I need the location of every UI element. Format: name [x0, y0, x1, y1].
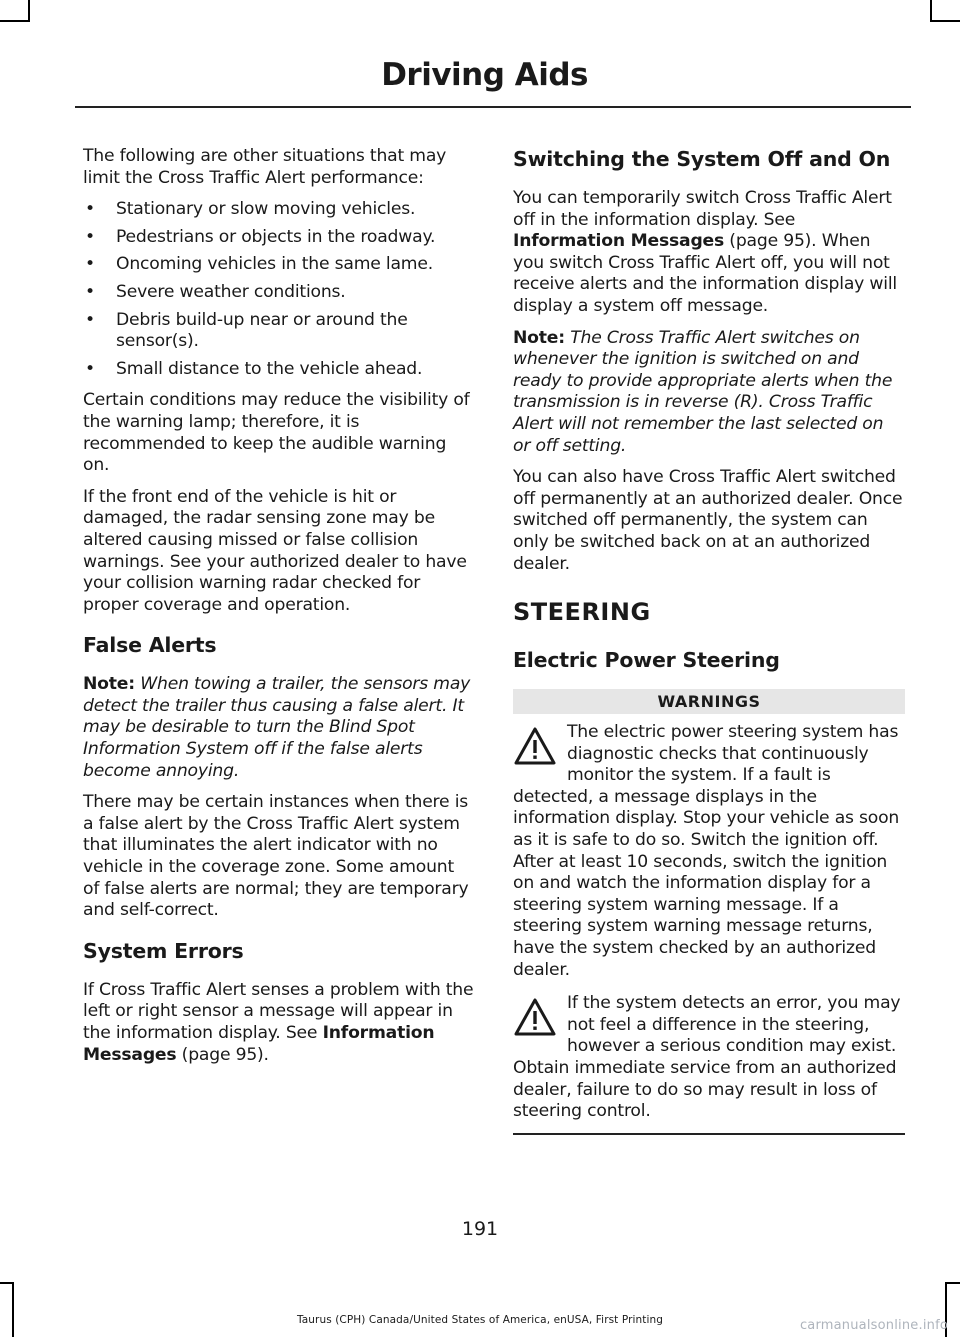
warning-item [513, 993, 905, 1123]
crop-mark [930, 20, 960, 22]
left-column [83, 146, 475, 1076]
limitations-list [83, 199, 475, 380]
crop-mark [12, 1282, 14, 1337]
crop-mark [945, 1282, 960, 1284]
list-item: • Oncoming vehicles in the same lame. [83, 254, 475, 276]
list-item: • Severe weather conditions. [83, 282, 475, 304]
list-item: • Stationary or slow moving vehicles. [83, 199, 475, 221]
crop-mark [28, 0, 30, 22]
front-end-paragraph: If the front end of the vehicle is hit or damaged, the radar sensing zone may be altered causing missed or false collision warnings. See your authorized dealer to have your collision warning radar checked for proper coverage and operation. [83, 486, 467, 615]
edition-footer: Taurus (CPH) Canada/United States of America, enUSA, First Printing [296, 1314, 664, 1326]
switching-heading: Switching the System Off and On [513, 147, 891, 171]
steering-heading: STEERING [513, 598, 651, 627]
page-reference: (page 95). [176, 1044, 269, 1065]
false-alerts-paragraph: There may be certain instances when there is a false alert by the Cross Traffic Alert system that illuminates the alert indicator with no vehicle in the coverage zone. Some amount of false alerts are normal; they are temporary and self-correct. [83, 792, 469, 921]
system-errors-text: If Cross Traffic Alert senses a problem with the left or right sensor a message will appear in the information display. See [83, 979, 474, 1043]
false-alerts-note [83, 674, 475, 782]
intro-paragraph: The following are other situations that may limit the Cross Traffic Alert performance: [83, 146, 447, 188]
list-item: • Debris build-up near or around the sensor(s). [83, 310, 475, 353]
warnings-box [513, 689, 905, 1135]
page-title: Driving Aids [381, 57, 588, 93]
note-label: Note: [83, 674, 135, 695]
electric-power-steering-heading: Electric Power Steering [513, 648, 780, 673]
crop-mark [930, 0, 932, 22]
warning-text: The electric power steering system has diagnostic checks that continuously monitor the system. If a fault is detected, a message displays in the information display. Stop your vehicle as soon as it is safe to do so. Switch the ignition off. After at least 10 seconds, switch the ignition on and watch the information display for a steering system warning message. If a steering system warning message returns, have the system checked by an authorized dealer. [513, 722, 900, 980]
information-messages-link[interactable]: Information Messages [83, 1023, 435, 1065]
false-alerts-heading: False Alerts [83, 633, 217, 658]
visibility-paragraph: Certain conditions may reduce the visibility of the warning lamp; therefore, it is recommended to keep the audible warning on. [83, 390, 470, 476]
note-text: When towing a trailer, the sensors may detect the trailer thus causing a false alert. It may be desirable to turn the Blind Spot Information System off if the false alerts become annoying. [83, 674, 471, 781]
watermark: carmanualsonline.info [799, 1318, 948, 1333]
crop-mark [0, 20, 30, 22]
switching-paragraph [513, 188, 905, 318]
warnings-bottom-rule [513, 1133, 905, 1135]
permanent-switch-paragraph: You can also have Cross Traffic Alert switched off permanently at an authorized dealer. Once switched off permanently, the system can only be switched back on at an authorized dealer. [513, 467, 903, 574]
system-errors-paragraph [83, 980, 475, 1066]
switching-text-continued: (page 95). When you switch Cross Traffic Alert off, you will not receive alerts and the information display will display a system off message. [513, 231, 897, 316]
list-item: • Small distance to the vehicle ahead. [83, 359, 475, 381]
note-text: The Cross Traffic Alert switches on whenever the ignition is switched on and ready to provide appropriate alerts when the transmission is in reverse (R). Cross Traffic Alert will not remember the last selected on or off setting. [513, 327, 893, 456]
switching-text: You can temporarily switch Cross Traffic Alert off in the information display. See [513, 188, 892, 230]
note-label: Note: [513, 327, 565, 348]
system-errors-heading: System Errors [83, 938, 244, 963]
list-item: • Pedestrians or objects in the roadway. [83, 227, 475, 249]
warning-triangle-icon [513, 997, 557, 1037]
warning-item [513, 722, 905, 981]
right-column [513, 146, 905, 1135]
warning-triangle-icon [513, 726, 557, 766]
information-messages-link[interactable]: Information Messages [513, 231, 725, 252]
warning-text: If the system detects an error, you may not feel a difference in the steering, however a serious condition may exist. Obtain immediate service from an authorized dealer, failure to do so may result in loss of steering control. [513, 993, 901, 1122]
header-divider [75, 106, 911, 108]
page-number: 191 [461, 1218, 499, 1240]
warnings-header: WARNINGS [513, 689, 905, 714]
switching-note [513, 328, 905, 458]
